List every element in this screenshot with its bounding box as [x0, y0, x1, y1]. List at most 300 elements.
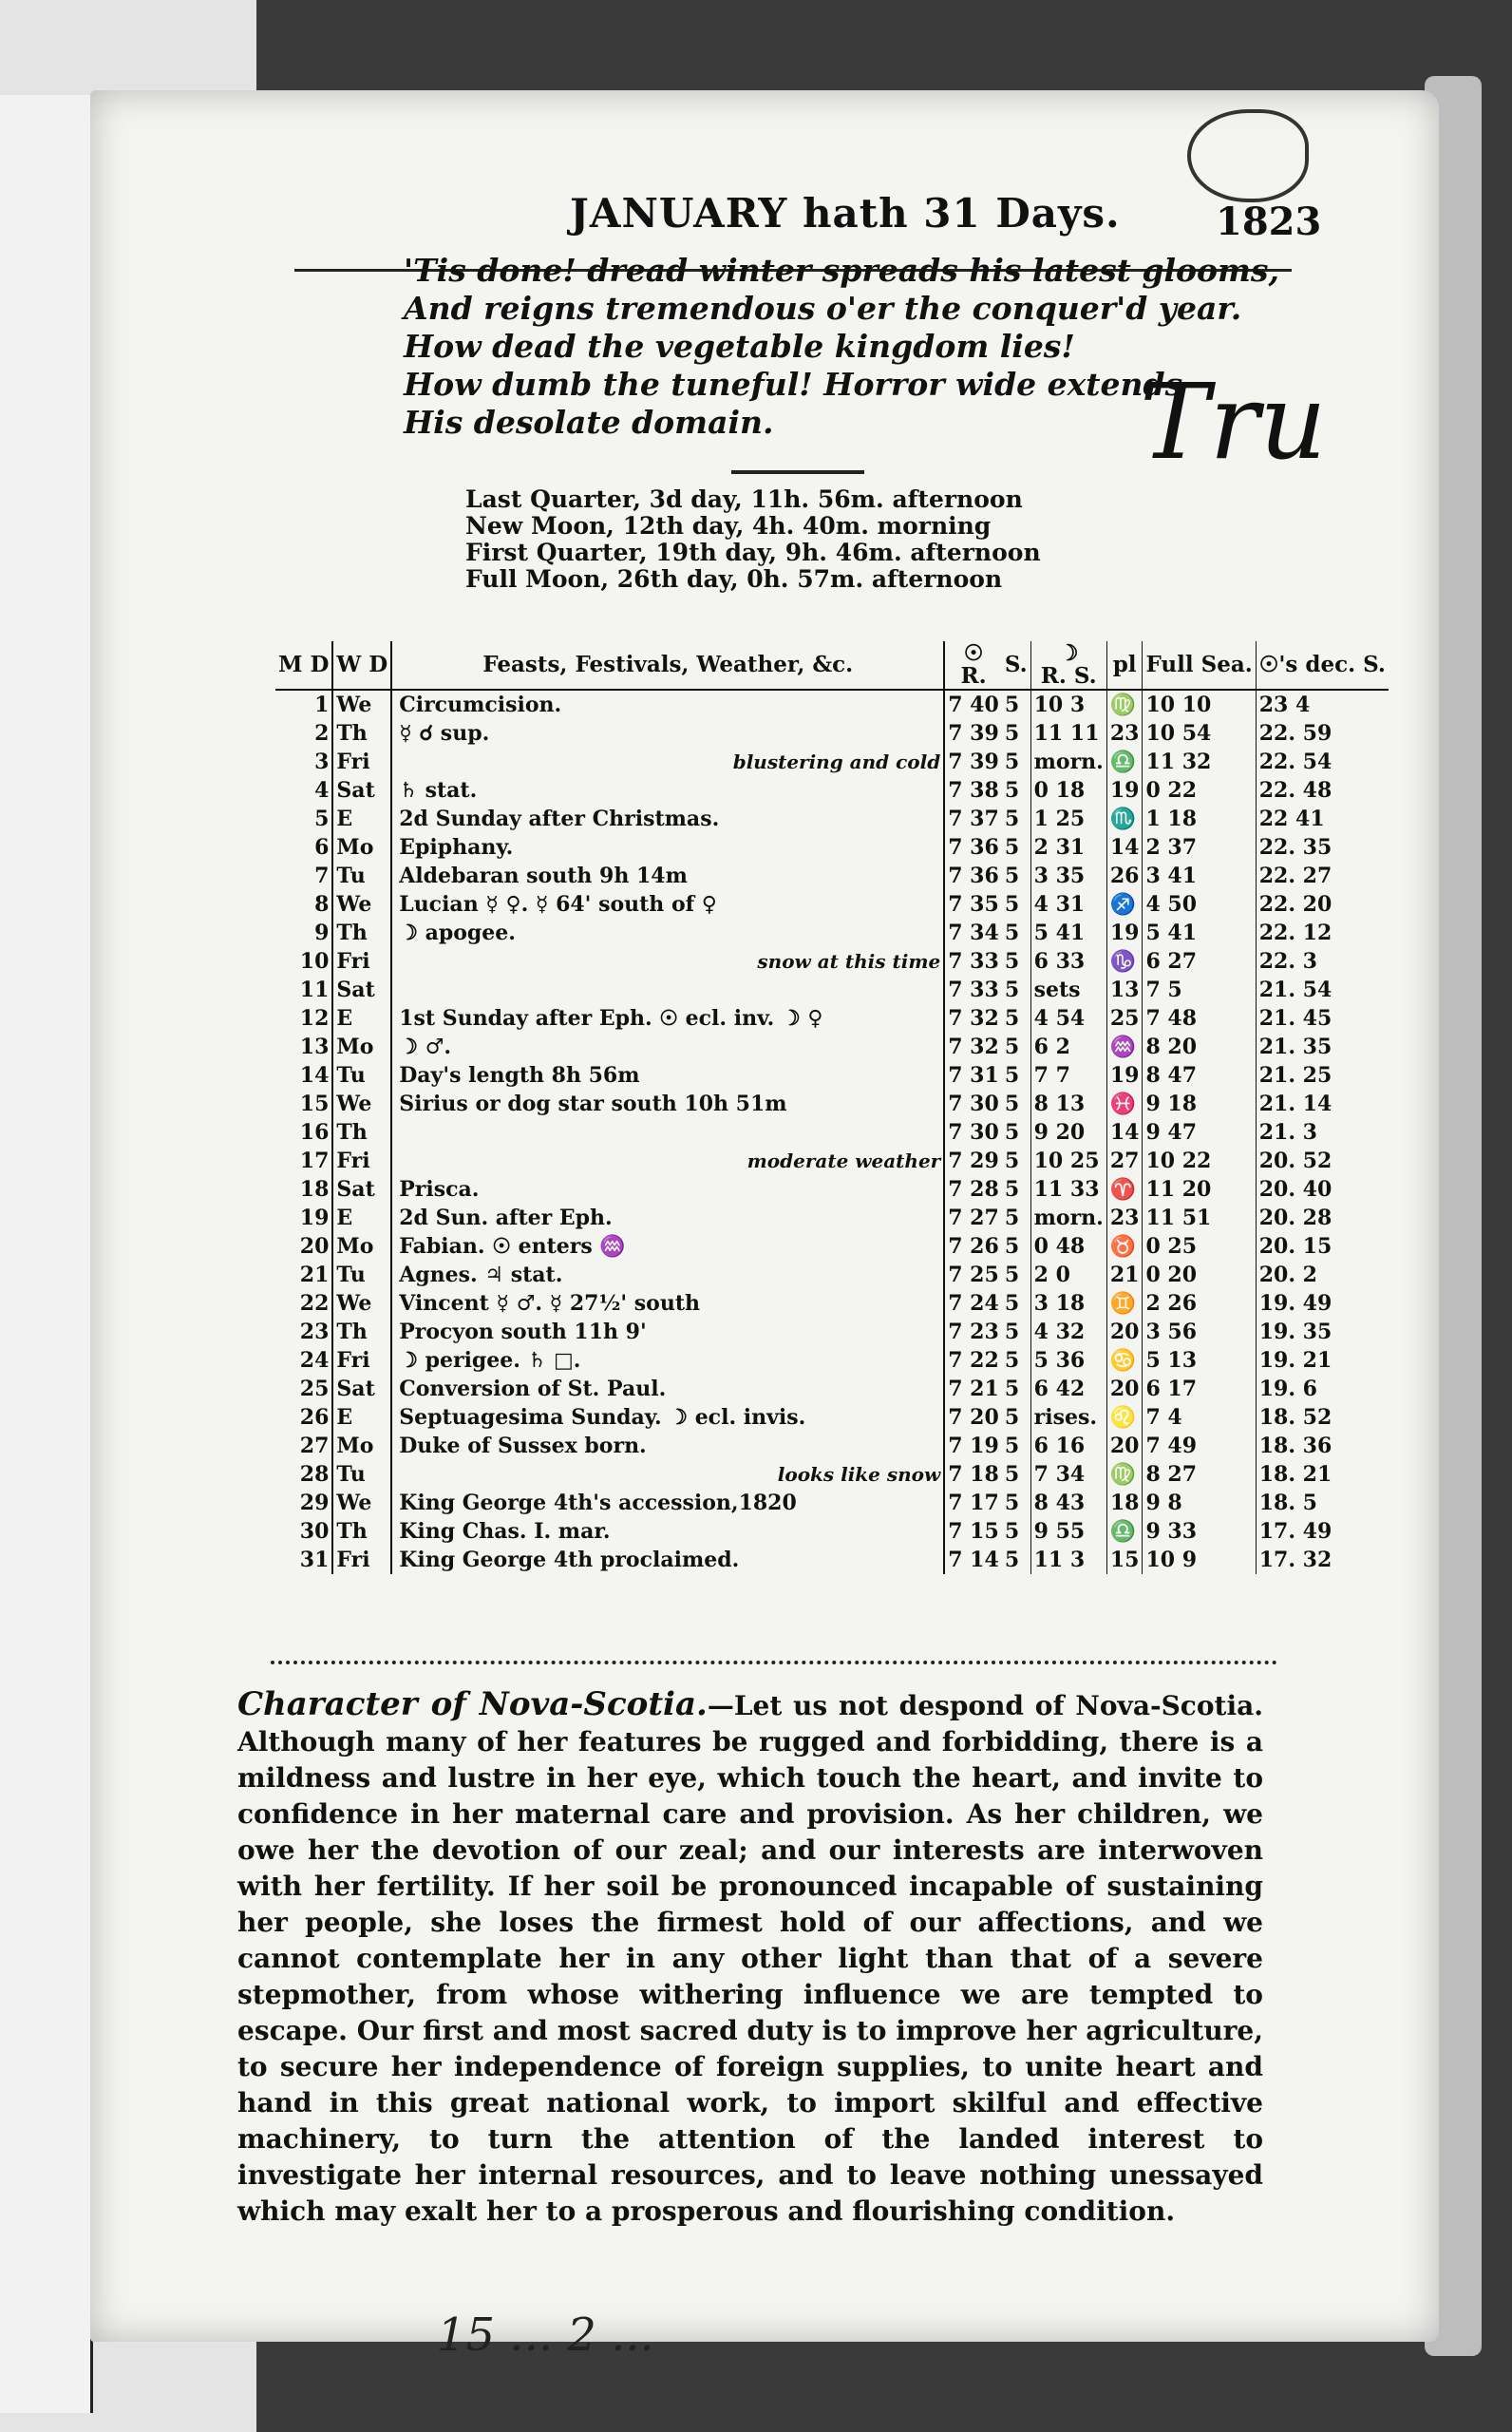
events-wrap [395, 947, 940, 976]
cell-week-day: We [332, 1489, 391, 1517]
moon-symbol: ☽ [1058, 641, 1079, 666]
cell-month-day: 14 [275, 1061, 332, 1090]
cell-full-sea: 9 8 [1143, 1489, 1256, 1517]
cell-week-day: E [332, 1004, 391, 1033]
cell-week-day: Mo [332, 1033, 391, 1061]
events-wrap [395, 1489, 940, 1517]
cell-sun-set: 5 [1002, 719, 1030, 748]
cell-sun-rise: 7 20 [944, 1403, 1002, 1432]
cell-month-day: 21 [275, 1261, 332, 1289]
cell-sun-set: 5 [1002, 1232, 1030, 1261]
cell-week-day: Mo [332, 833, 391, 862]
poem-line: How dead the vegetable kingdom lies! [404, 328, 1075, 365]
cell-month-day: 15 [275, 1090, 332, 1118]
calendar-row [275, 976, 1389, 1004]
event-text: King Chas. I. mar. [399, 1519, 611, 1544]
page-year: 1823 [1216, 200, 1322, 244]
page-title: JANUARY hath 31 Days. [570, 190, 1121, 237]
cell-week-day: Tu [332, 1261, 391, 1289]
cell-moon-rise-set: 2 0 [1030, 1261, 1106, 1289]
events-wrap [395, 1318, 940, 1346]
poem-line: His desolate domain. [404, 404, 774, 441]
cell-events [391, 919, 944, 947]
cell-sun-set: 5 [1002, 1261, 1030, 1289]
cell-sun-set: 5 [1002, 1403, 1030, 1432]
cell-sun-set: 5 [1002, 1517, 1030, 1546]
cell-sun-set: 5 [1002, 976, 1030, 1004]
cell-sun-declination: 20. 15 [1258, 1234, 1332, 1259]
cell-sun-set: 5 [1002, 919, 1030, 947]
poem-line: How dumb the tuneful! Horror wide extends [404, 366, 1183, 403]
event-text: Conversion of St. Paul. [399, 1377, 667, 1401]
essay-title: Character of Nova-Scotia. [237, 1685, 708, 1723]
cell-sun-rise: 7 30 [944, 1090, 1002, 1118]
event-text: Aldebaran south 9h 14m [399, 864, 688, 888]
cell-events [391, 1004, 944, 1033]
facing-page-edge [0, 95, 93, 2413]
cell-moon-place: 14 [1106, 1118, 1143, 1147]
cell-sun-declination: 19. 35 [1258, 1320, 1332, 1344]
moon-phases [465, 486, 1041, 593]
cell-sun-rise: 7 37 [944, 805, 1002, 833]
calendar-row [275, 862, 1389, 890]
cell-full-sea: 0 20 [1143, 1261, 1256, 1289]
calendar-row [275, 1517, 1389, 1546]
cell-week-day: Fri [332, 947, 391, 976]
cell-moon-place: 25 [1106, 1004, 1143, 1033]
cell-week-day: Th [332, 919, 391, 947]
event-text: Procyon south 11h 9' [399, 1320, 647, 1344]
corner-ink-mark [1187, 109, 1309, 202]
cell-events [391, 947, 944, 976]
cell-month-day: 26 [275, 1403, 332, 1432]
cell-events [391, 890, 944, 919]
calendar-row [275, 1375, 1389, 1403]
cell-sun-rise: 7 17 [944, 1489, 1002, 1517]
cell-moon-place: 21 [1106, 1261, 1143, 1289]
cell-sun-declination: 22. 48 [1258, 778, 1332, 803]
calendar-row [275, 1346, 1389, 1375]
calendar-row [275, 805, 1389, 833]
cell-moon-place: ♓ [1106, 1090, 1143, 1118]
cell-full-sea: 7 5 [1143, 976, 1256, 1004]
calendar-row [275, 1204, 1389, 1232]
calendar-row [275, 690, 1389, 719]
calendar-row [275, 1033, 1389, 1061]
cell-moon-rise-set: 5 36 [1030, 1346, 1106, 1375]
cell-sun-set: 5 [1002, 776, 1030, 805]
events-wrap [395, 691, 940, 719]
cell-week-day: Fri [332, 1346, 391, 1375]
events-wrap [395, 919, 940, 947]
cell-full-sea: 11 32 [1143, 748, 1256, 776]
cell-moon-rise-set: 4 32 [1030, 1318, 1106, 1346]
cell-sun-set: 5 [1002, 833, 1030, 862]
events-wrap [395, 1090, 940, 1118]
cell-events [391, 1546, 944, 1574]
cell-events [391, 1460, 944, 1489]
cell-full-sea: 11 51 [1143, 1204, 1256, 1232]
cell-sun-declination: 20. 52 [1258, 1149, 1332, 1173]
cell-sun-declination: 17. 32 [1258, 1548, 1332, 1572]
header-sun-r: R. [960, 663, 987, 689]
cell-moon-rise-set: 11 33 [1030, 1175, 1106, 1204]
event-text: Circumcision. [399, 693, 562, 717]
cell-moon-rise-set: 11 3 [1030, 1546, 1106, 1574]
cell-moon-rise-set: 6 33 [1030, 947, 1106, 976]
cell-month-day: 17 [275, 1147, 332, 1175]
cell-moon-rise-set: 8 43 [1030, 1489, 1106, 1517]
cell-sun-set: 5 [1002, 748, 1030, 776]
cell-full-sea: 5 13 [1143, 1346, 1256, 1375]
cell-moon-rise-set: 9 55 [1030, 1517, 1106, 1546]
events-wrap [395, 862, 940, 890]
cell-sun-set: 5 [1002, 1090, 1030, 1118]
calendar-body [275, 690, 1389, 1574]
cell-week-day: Fri [332, 1147, 391, 1175]
calendar-row [275, 1318, 1389, 1346]
cell-week-day: We [332, 690, 391, 719]
calendar-row [275, 748, 1389, 776]
cell-events [391, 1403, 944, 1432]
cell-month-day: 29 [275, 1489, 332, 1517]
cell-full-sea: 10 22 [1143, 1147, 1256, 1175]
cell-moon-rise-set: 6 42 [1030, 1375, 1106, 1403]
cell-sun-set: 5 [1002, 1375, 1030, 1403]
cell-sun-declination: 20. 2 [1258, 1263, 1317, 1287]
cell-sun-rise: 7 32 [944, 1033, 1002, 1061]
cell-sun-rise: 7 39 [944, 748, 1002, 776]
cell-moon-place: ♊ [1106, 1289, 1143, 1318]
cell-week-day: Mo [332, 1232, 391, 1261]
cell-month-day: 4 [275, 776, 332, 805]
calendar-row [275, 1090, 1389, 1118]
cell-full-sea: 9 47 [1143, 1118, 1256, 1147]
cell-events [391, 748, 944, 776]
weather-note: blustering and cold [732, 750, 941, 773]
cell-sun-rise: 7 35 [944, 890, 1002, 919]
cell-week-day: Sat [332, 1375, 391, 1403]
cell-month-day: 3 [275, 748, 332, 776]
calendar-row [275, 890, 1389, 919]
calendar-header-row [275, 641, 1389, 690]
cell-month-day: 11 [275, 976, 332, 1004]
event-text: 2d Sunday after Christmas. [399, 807, 720, 831]
cell-moon-place: 23 [1106, 719, 1143, 748]
event-text: Sirius or dog star south 10h 51m [399, 1092, 787, 1116]
cell-full-sea: 7 48 [1143, 1004, 1256, 1033]
cell-sun-declination: 18. 52 [1258, 1405, 1332, 1430]
cell-sun-set: 5 [1002, 890, 1030, 919]
cell-month-day: 16 [275, 1118, 332, 1147]
cell-moon-rise-set: morn. [1030, 748, 1106, 776]
cell-events [391, 833, 944, 862]
events-wrap [395, 1432, 940, 1460]
cell-week-day: E [332, 1204, 391, 1232]
cell-moon-rise-set: rises. [1030, 1403, 1106, 1432]
cell-moon-rise-set: 10 3 [1030, 690, 1106, 719]
cell-events [391, 1147, 944, 1175]
cell-moon-rise-set: 11 11 [1030, 719, 1106, 748]
cell-moon-rise-set: 8 13 [1030, 1090, 1106, 1118]
events-wrap [395, 976, 940, 1004]
essay-body: —Let us not despond of Nova-Scotia. Although many of her features be rugged and forbidding, there is a mildness and lustre in her eye, which touch the heart, and invite to confidence in her maternal care and provision. As her children, we owe her the devotion of our zeal; and our interests are interwoven with her fertility. If her soil be pronounced incapable of sustaining her people, she loses the firmest hold of our affections, and we cannot contemplate her in any other light than that of a severe stepmother, from whose withering influence we are tempted to escape. Our first and most sacred duty is to improve her agriculture, to secure her independence of foreign supplies, to unite heart and hand in this great national work, to import skilful and effective machinery, to turn the attention of the landed interest to investigate her internal resources, and to leave nothing unessayed which may exalt her to a prosperous and flourishing condition. [237, 1690, 1263, 2227]
cell-month-day: 18 [275, 1175, 332, 1204]
cell-sun-declination: 22. 3 [1258, 949, 1317, 974]
cell-sun-rise: 7 25 [944, 1261, 1002, 1289]
cell-sun-set: 5 [1002, 1318, 1030, 1346]
cell-week-day: Sat [332, 1175, 391, 1204]
header-full-sea: Full Sea. [1143, 641, 1256, 690]
cell-full-sea: 10 9 [1143, 1546, 1256, 1574]
header-week-day: W D [332, 641, 391, 690]
event-text: ♄ stat. [399, 778, 478, 803]
events-wrap [395, 805, 940, 833]
cell-full-sea: 3 56 [1143, 1318, 1256, 1346]
cell-moon-place: 26 [1106, 862, 1143, 890]
cell-sun-rise: 7 18 [944, 1460, 1002, 1489]
header-sun-declination: ☉'s dec. S. [1256, 641, 1389, 690]
calendar-row [275, 947, 1389, 976]
cell-sun-set: 5 [1002, 1061, 1030, 1090]
cell-sun-rise: 7 29 [944, 1147, 1002, 1175]
events-wrap [395, 1147, 940, 1175]
cell-month-day: 22 [275, 1289, 332, 1318]
cell-week-day: Fri [332, 1546, 391, 1574]
events-wrap [395, 1004, 940, 1033]
cell-moon-place: 23 [1106, 1204, 1143, 1232]
cell-moon-rise-set: morn. [1030, 1204, 1106, 1232]
cell-sun-declination: 19. 6 [1258, 1377, 1317, 1401]
cell-sun-declination: 19. 49 [1258, 1291, 1332, 1316]
poem-line: 'Tis done! dread winter spreads his latest glooms, [404, 252, 1280, 289]
cell-week-day: We [332, 1090, 391, 1118]
cell-week-day: Tu [332, 1460, 391, 1489]
cell-week-day: Sat [332, 976, 391, 1004]
cell-moon-rise-set: 3 35 [1030, 862, 1106, 890]
header-moon [1030, 641, 1106, 690]
cell-month-day: 6 [275, 833, 332, 862]
cell-moon-place: 19 [1106, 1061, 1143, 1090]
cell-sun-declination: 18. 36 [1258, 1434, 1332, 1458]
sun-symbol: ☉ [963, 641, 984, 666]
cell-full-sea: 8 20 [1143, 1033, 1256, 1061]
cell-week-day: Th [332, 1118, 391, 1147]
event-text: Septuagesima Sunday. ☽ ecl. invis. [399, 1405, 806, 1430]
events-wrap [395, 1175, 940, 1204]
calendar-row [275, 1403, 1389, 1432]
cell-sun-set: 5 [1002, 1147, 1030, 1175]
event-text: Day's length 8h 56m [399, 1063, 640, 1088]
cell-events [391, 805, 944, 833]
cell-sun-rise: 7 27 [944, 1204, 1002, 1232]
event-text: Agnes. ♃ stat. [399, 1263, 563, 1287]
cell-moon-place: 18 [1106, 1489, 1143, 1517]
cell-full-sea: 10 54 [1143, 719, 1256, 748]
cell-week-day: Th [332, 1517, 391, 1546]
header-moon-s: S. [1073, 663, 1097, 689]
cell-week-day: We [332, 1289, 391, 1318]
cell-sun-rise: 7 32 [944, 1004, 1002, 1033]
cell-month-day: 31 [275, 1546, 332, 1574]
cell-sun-declination: 20. 28 [1258, 1206, 1332, 1230]
cell-month-day: 25 [275, 1375, 332, 1403]
cell-full-sea: 0 25 [1143, 1232, 1256, 1261]
cell-moon-place: ♒ [1106, 1033, 1143, 1061]
moon-phase-line: New Moon, 12th day, 4h. 40m. morning [465, 512, 992, 540]
header-moon-place: pl [1106, 641, 1143, 690]
event-text: ☽ apogee. [399, 921, 516, 945]
cell-moon-rise-set: 7 34 [1030, 1460, 1106, 1489]
event-text: Fabian. ☉ enters ♒ [399, 1234, 626, 1259]
cell-sun-rise: 7 38 [944, 776, 1002, 805]
event-text: Epiphany. [399, 835, 514, 860]
calendar-row [275, 1004, 1389, 1033]
weather-note: looks like snow [777, 1463, 941, 1486]
cell-moon-rise-set: 6 16 [1030, 1432, 1106, 1460]
cell-moon-rise-set: 9 20 [1030, 1118, 1106, 1147]
cell-full-sea: 7 4 [1143, 1403, 1256, 1432]
weather-note: snow at this time [757, 950, 941, 973]
cell-month-day: 19 [275, 1204, 332, 1232]
cell-moon-place: ♎ [1106, 748, 1143, 776]
cell-events [391, 1033, 944, 1061]
calendar-row [275, 1061, 1389, 1090]
cell-events [391, 1090, 944, 1118]
cell-full-sea: 4 50 [1143, 890, 1256, 919]
cell-full-sea: 10 10 [1143, 690, 1256, 719]
events-wrap [395, 1460, 940, 1489]
cell-week-day: E [332, 805, 391, 833]
cell-month-day: 28 [275, 1460, 332, 1489]
cell-events [391, 690, 944, 719]
event-text: King George 4th's accession,1820 [399, 1491, 797, 1515]
cell-moon-place: ♈ [1106, 1175, 1143, 1204]
handwritten-signature: Tru [1140, 361, 1327, 483]
calendar-table [275, 641, 1389, 1574]
calendar-row [275, 1261, 1389, 1289]
cell-events [391, 1175, 944, 1204]
moon-phase-line: Full Moon, 26th day, 0h. 57m. afternoon [465, 565, 1003, 593]
cell-full-sea: 11 20 [1143, 1175, 1256, 1204]
cell-sun-declination: 22. 35 [1258, 835, 1332, 860]
cell-sun-declination: 21. 14 [1258, 1092, 1332, 1116]
cell-moon-place: ♍ [1106, 1460, 1143, 1489]
cell-sun-declination: 22. 59 [1258, 721, 1332, 746]
cell-full-sea: 2 37 [1143, 833, 1256, 862]
header-events: Feasts, Festivals, Weather, &c. [391, 641, 944, 690]
event-text: Lucian ☿ ♀. ☿ 64' south of ♀ [399, 892, 717, 917]
cell-sun-rise: 7 28 [944, 1175, 1002, 1204]
poem-line: And reigns tremendous o'er the conquer'd year. [404, 290, 1242, 327]
cell-sun-set: 5 [1002, 1460, 1030, 1489]
cell-moon-rise-set: 4 54 [1030, 1004, 1106, 1033]
cell-sun-rise: 7 36 [944, 862, 1002, 890]
event-text: ☽ perigee. ♄ □. [399, 1348, 581, 1373]
cell-month-day: 5 [275, 805, 332, 833]
cell-sun-set: 5 [1002, 805, 1030, 833]
calendar-row [275, 719, 1389, 748]
cell-month-day: 9 [275, 919, 332, 947]
cell-sun-rise: 7 19 [944, 1432, 1002, 1460]
cell-week-day: We [332, 890, 391, 919]
cell-moon-place: 20 [1106, 1318, 1143, 1346]
cell-moon-place: 19 [1106, 919, 1143, 947]
cell-events [391, 1118, 944, 1147]
event-text: ☿ ☌ sup. [399, 721, 490, 746]
calendar-row [275, 1546, 1389, 1574]
cell-sun-set: 5 [1002, 947, 1030, 976]
cell-sun-set: 5 [1002, 690, 1030, 719]
cell-month-day: 10 [275, 947, 332, 976]
cell-events [391, 1346, 944, 1375]
cell-events [391, 1061, 944, 1090]
cell-moon-place: 19 [1106, 776, 1143, 805]
cell-sun-declination: 17. 49 [1258, 1519, 1332, 1544]
cell-sun-set: 5 [1002, 862, 1030, 890]
calendar-row [275, 1118, 1389, 1147]
cell-sun-declination: 23 4 [1258, 693, 1311, 717]
cell-moon-rise-set: 2 31 [1030, 833, 1106, 862]
cell-sun-set: 5 [1002, 1546, 1030, 1574]
cell-moon-place: ♋ [1106, 1346, 1143, 1375]
cell-moon-place: 13 [1106, 976, 1143, 1004]
cell-sun-set: 5 [1002, 1118, 1030, 1147]
events-wrap [395, 1346, 940, 1375]
calendar-row [275, 1175, 1389, 1204]
cell-sun-declination: 21. 3 [1258, 1120, 1317, 1145]
calendar-row [275, 1432, 1389, 1460]
cell-sun-declination: 22 41 [1258, 807, 1325, 831]
essay [237, 1686, 1263, 2230]
cell-week-day: Th [332, 1318, 391, 1346]
cell-sun-set: 5 [1002, 1289, 1030, 1318]
events-wrap [395, 776, 940, 805]
cell-sun-declination: 22. 27 [1258, 864, 1332, 888]
events-wrap [395, 1403, 940, 1432]
cell-moon-place: ♍ [1106, 690, 1143, 719]
cell-full-sea: 6 27 [1143, 947, 1256, 976]
cell-sun-rise: 7 24 [944, 1289, 1002, 1318]
cell-moon-place: 27 [1106, 1147, 1143, 1175]
cell-sun-set: 5 [1002, 1004, 1030, 1033]
cell-sun-rise: 7 14 [944, 1546, 1002, 1574]
cell-moon-rise-set: 0 48 [1030, 1232, 1106, 1261]
cell-events [391, 776, 944, 805]
cell-sun-set: 5 [1002, 1204, 1030, 1232]
cell-sun-rise: 7 40 [944, 690, 1002, 719]
calendar-row [275, 1232, 1389, 1261]
cell-full-sea: 2 26 [1143, 1289, 1256, 1318]
cell-month-day: 7 [275, 862, 332, 890]
cell-sun-declination: 21. 35 [1258, 1035, 1332, 1059]
event-text: Duke of Sussex born. [399, 1434, 647, 1458]
cell-events [391, 862, 944, 890]
cell-moon-rise-set: 0 18 [1030, 776, 1106, 805]
header-month-day: M D [275, 641, 332, 690]
cell-events [391, 1517, 944, 1546]
cell-moon-place: ♐ [1106, 890, 1143, 919]
cell-sun-rise: 7 33 [944, 976, 1002, 1004]
moon-phase-line: First Quarter, 19th day, 9h. 46m. afternoon [465, 539, 1041, 566]
events-wrap [395, 1118, 940, 1147]
calendar-row [275, 1460, 1389, 1489]
calendar-row [275, 919, 1389, 947]
header-sun-set: S. [1002, 641, 1030, 690]
cell-events [391, 1318, 944, 1346]
cell-events [391, 976, 944, 1004]
cell-sun-set: 5 [1002, 1175, 1030, 1204]
